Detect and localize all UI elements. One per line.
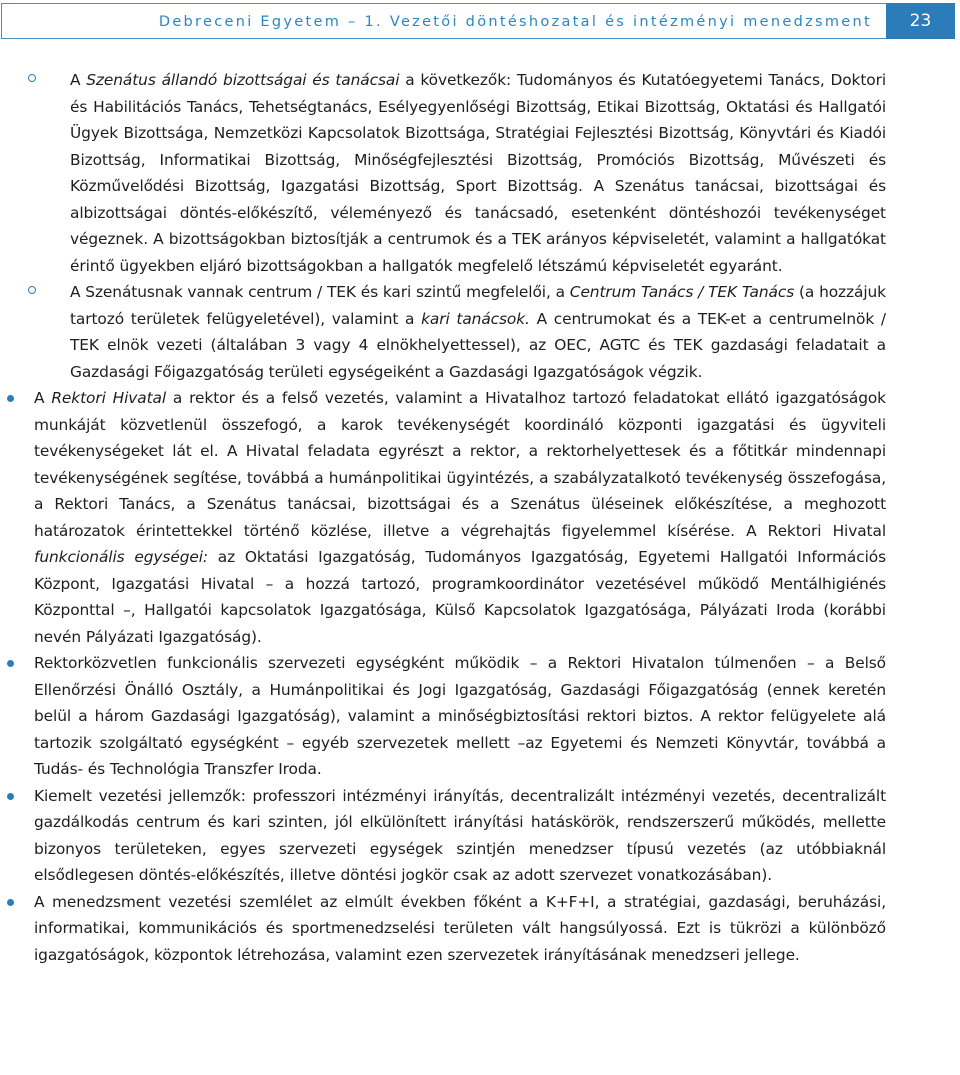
list-item xyxy=(34,783,886,889)
list-item xyxy=(34,889,886,969)
text-run: Rektorközvetlen funkcionális szervezeti egységként működik – a Rektori Hivatalon túlmenően – a Belső Ellenőrzési Önálló Osztály, a Humánpolitikai és Jogi Igazgatóság, Gazdasági Főigazgatóság (ennek keretén belül a három Gazdasági Igazgatóság), valamint a minőségbiztosítási rektori biztos. A rektor felügyelete alá tartozik szolgáltató egységként – egyéb szervezetek mellett –az Egyetemi és Nemzeti Könyvtár, továbbá a Tudás- és Technológia Transzfer Iroda. xyxy=(34,654,886,778)
text-run: a rektor és a felső vezetés, valamint a Hivatalhoz tartozó feladatokat ellátó igazgatóságok munkáját közvetlenül összefogó, a karok tevékenységét koordináló központi igazgatási és ügyviteli tevékenységeket lát el. A Hivatal feladata egyrészt a rektor, a rektorhelyettesek és a főtitkár mindennapi tevékenységének segítése, továbbá a humánpolitikai ügyintézés, a szabályzatalkotó tevékenység összefogása, a Rektori Tanács, a Szenátus tanácsai, bizottságai és a Szenátus üléseinek előkészítése, a meghozott határozatok érintettekkel történő közlése, illetve a végrehajtás figyelemmel kísérése. A Rektori Hivatal xyxy=(34,389,886,540)
italic-term: funkcionális egységei: xyxy=(34,548,208,566)
list-item xyxy=(34,650,886,783)
body-text xyxy=(34,67,886,968)
text-run: A xyxy=(34,389,52,407)
hollow-circle-bullet-icon xyxy=(28,286,36,294)
list-item xyxy=(34,385,886,650)
text-run: A menedzsment vezetési szemlélet az elmúlt években főként a K+F+I, a stratégiai, gazdasági, beruházási, informatikai, kommunikációs és sportmenedzselési területen vált hangsúlyossá. Ezt is tükrözi a különböző igazgatóságok, központok létrehozása, valamint ezen szervezetek irányításának menedzseri jellege. xyxy=(34,892,886,964)
text-run: a következők: Tudományos és Kutatóegyetemi Tanács, Doktori és Habilitációs Tanács, Tehetségtanács, Esélyegyenlőségi Bizottság, Etikai Bizottság, Oktatási és Hallgatói Ügyek Bizottsága, Nemzetközi Kapcsolatok Bizottsága, Stratégiai Fejlesztési Bizottság, Könyvtári és Kiadói Bizottság, Informatikai Bizottság, Minőségfejlesztési Bizottság, Promóciós Bizottság, Művészeti és Közművelődési Bizottság, Igazgatási Bizottság, Sport Bizottság. A Szenátus tanácsai, bizottságai és albizottságai döntés-előkészítő, véleményező és tanácsadó, esetenként döntéshozói tevékenységet végeznek. A bizottságokban biztosítják a centrumok és a TEK arányos képviseletét, valamint a hallgatókat érintő ügyekben eljáró bizottságokban a hallgatók megfelelő létszámú képviseletét egyaránt. xyxy=(70,71,886,275)
italic-term: kari tanácsok. xyxy=(421,309,530,328)
italic-term: Centrum Tanács / TEK Tanács xyxy=(569,283,795,301)
sub-list-item xyxy=(34,67,886,279)
hollow-circle-bullet-icon xyxy=(28,74,36,82)
page-header xyxy=(1,3,955,39)
text-run: A Szenátusnak vannak centrum / TEK és kari szintű megfelelői, a xyxy=(70,283,570,301)
bullet-dot-icon xyxy=(7,395,14,402)
bullet-dot-icon xyxy=(7,793,14,800)
sub-list-item xyxy=(34,279,886,385)
text-run: A xyxy=(70,71,87,89)
text-run: Kiemelt vezetési jellemzők: professzori intézményi irányítás, decentralizált intézményi vezetés, decentralizált gazdálkodás centrum és kari szinten, jól elkülönített irányítási hatáskörök, rendszerszerű működés, mellette bizonyos területeken, egyes szervezeti egységek szintjén menedzser típusú vezetés (az utóbbiaknál elsődlegesen döntés-előkészítés, illetve döntési jogkör csak az adott szervezet vonatkozásában). xyxy=(34,786,886,884)
page-number: 23 xyxy=(886,3,955,39)
text-run: az Oktatási Igazgatóság, Tudományos Igazgatóság, Egyetemi Hallgatói Információs Központ, Igazgatási Hivatal – a hozzá tartozó, programkoordinátor vezetésével működő Mentálhigiénés Központtal –, Hallgatói kapcsolatok Igazgatósága, Külső Kapcsolatok Igazgatósága, Pályázati Iroda (korábbi nevén Pályázati Igazgatóság). xyxy=(34,548,886,646)
text-run: (a hozzájuk tartozó területek felügyeletével), valamint a xyxy=(70,283,886,328)
italic-term: Rektori Hivatal xyxy=(51,389,167,407)
text-run: A centrumokat és a TEK-et a centrumelnök / TEK elnök vezeti (általában 3 vagy 4 elnökhelyettessel), az OEC, AGTC és TEK gazdasági feladatait a Gazdasági Főigazgatóság területi egységeiként a Gazdasági Igazgatóságok végzik. xyxy=(70,309,886,381)
running-header-title: Debreceni Egyetem – 1. Vezetői döntéshozatal és intézményi menedzsment xyxy=(158,14,872,30)
bullet-dot-icon xyxy=(7,899,14,906)
bullet-dot-icon xyxy=(7,660,14,667)
italic-term: Szenátus állandó bizottságai és tanácsai xyxy=(86,71,400,89)
